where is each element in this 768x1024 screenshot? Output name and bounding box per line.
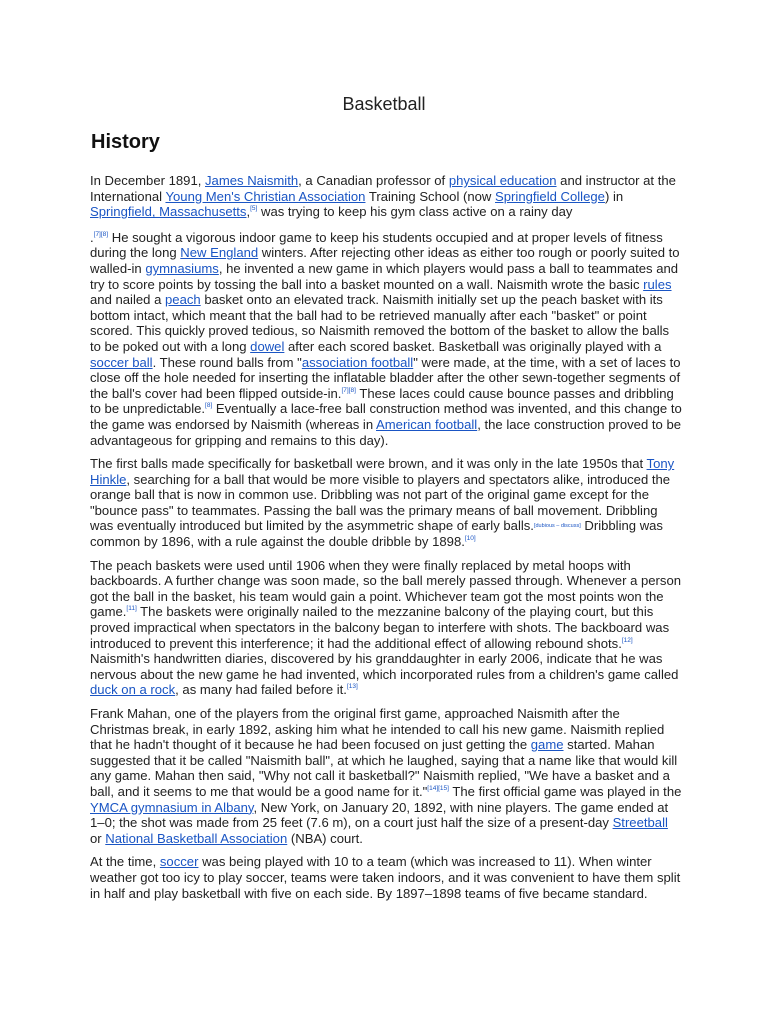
paragraph-text: was trying to keep his gym class active on a rainy day [257,204,573,220]
link-ymca-gymnasium-albany[interactable]: YMCA gymnasium in Albany [90,799,254,815]
link-peach[interactable]: peach [165,292,201,308]
citation-ref[interactable]: [7][8] [93,230,109,238]
note-dash: – [556,523,560,530]
link-rules[interactable]: rules [643,276,672,292]
paragraph-text: , [246,204,251,220]
link-tony-hinkle[interactable]: Tony Hinkle [90,456,675,487]
link-springfield-college[interactable]: Springfield College [495,188,605,204]
citation-ref[interactable]: [12] [621,636,633,644]
paragraph-text: Eventually a lace-free ball construction method was invented, and this change to the game was endorsed by Naismith (whereas in [90,401,682,432]
link-physical-education[interactable]: physical education [448,173,557,188]
paragraph-text: The peach baskets were used until 1906 when they were finally replaced by metal hoops with backboards. A further change was soon made, so the ball merely passed through. Whenever a person got the ball in the basket, his team would gain a point. Whichever team got the most points won the game. [90,557,682,620]
link-soccer[interactable]: soccer [159,854,199,870]
paragraph-text: . These round balls from " [152,354,302,370]
paragraph-text: after each scored basket. Basketball was originally played with a [284,338,662,354]
paragraph-text: The first balls made specifically for basketball were brown, and it was only in the late 1950s that [90,456,647,472]
paragraph-text: (NBA) court. [287,830,363,846]
paragraph-3 [90,456,682,550]
link-soccer-ball[interactable]: soccer ball [90,354,153,370]
paragraph-text: Frank Mahan, one of the players from the original first game, approached Naismith after the Christmas break, in early 1892, asking him what he intended to call his new game. Naismith replied that he hadn't thought of it because he had been focused on just getting the [90,706,665,753]
link-dowel[interactable]: dowel [250,338,285,354]
paragraph-text: ) in [604,188,624,204]
page-title: Basketball [342,94,426,114]
paragraph-text: basket onto an elevated track. Naismith initially set up the peach basket with its bottom intact, which meant that the ball had to be retrieved manually after each "basket" or point scored. This quickly proved tedious, so Naismith removed the bottom of the basket to allow the balls to be poked out with a long [90,292,670,354]
link-streetball[interactable]: Streetball [612,815,668,831]
citation-ref[interactable]: [8] [205,402,213,410]
paragraph-text: and nailed a [90,292,165,308]
paragraph-text: and instructor at the International [90,173,676,204]
paragraph-text: , he invented a new game in which players would pass a ball to teammates and try to score points by tossing the ball into a basket mounted on a wall. Naismith wrote the basic [90,260,679,292]
paragraph-text: Dribbling was common by 1896, with a rule against the double dribble by 1898. [90,518,663,550]
link-new-england[interactable]: New England [180,245,259,261]
dubious-note [534,523,581,529]
paragraph-1 [90,173,682,220]
paragraph-text: He sought a vigorous indoor game to keep his students occupied and at proper levels of fitness during the long [90,229,663,261]
citation-ref[interactable]: [7][8] [341,386,356,394]
paragraph-text: started. Mahan suggested that it be called "Naismith ball", at which he laughed, saying that a name like that would kill any game. Mahan then said, "Why not call it basketball?" Naismith replied, "We have a basket and a ball, and it seems to me that would be a good name for it." [90,737,678,799]
paragraph-text: Training School (now [365,188,496,204]
link-gymnasiums[interactable]: gymnasiums [145,260,219,276]
link-duck-on-a-rock[interactable]: duck on a rock [90,682,176,698]
paragraph-2 [90,230,682,448]
paragraph-text: , searching for a ball that would be more visible to players and spectators alike, introduced the orange ball that is now in common use. Dribbling was not part of the original game except for the "bounce pass" to teammates. Passing the ball was the primary means of ball movement. Dribbling was eventually introduced but limited by the asymmetric shape of early balls. [90,471,671,534]
paragraph-text: These laces could cause bounce passes and dribbling to be unpredictable. [90,385,674,417]
link-nba[interactable]: National Basketball Association [105,830,288,846]
paragraph-text: , as many had failed before it. [175,682,347,698]
paragraph-text: , the lace construction proved to be advantageous for gripping and remains to this day). [90,416,682,448]
dubious-label[interactable]: [dubious [533,523,555,530]
link-james-naismith[interactable]: James Naismith [205,173,299,188]
paragraph-text: , New York, on January 20, 1892, with nine players. The game ended at 1–0; the shot was made from 25 feet (7.6 m), on a court just half the size of a present-day [90,799,669,831]
paragraph-text: or [90,830,106,846]
paragraph-6 [90,854,682,901]
link-springfield-massachusetts[interactable]: Springfield, Massachusetts [90,204,247,220]
paragraph-text: The baskets were originally nailed to the mezzanine balcony of the playing court, but this proved impractical when spectators in the balcony began to interfere with shots. The backboard was introduced to prevent this interference; it had the additional effect of allowing rebound shots. [90,604,670,651]
discuss-link[interactable]: discuss [560,523,580,530]
link-association-football[interactable]: association football [301,354,414,370]
paragraph-text: At the time, [90,854,160,870]
citation-ref[interactable]: [11] [126,605,137,613]
section-heading-history: History [91,131,160,153]
citation-ref[interactable]: [14][15] [427,784,449,792]
paragraph-4 [90,558,682,698]
citation-ref[interactable]: [5] [250,205,258,213]
paragraph-text: " were made, at the time, with a set of laces to close off the hole needed for inserting the inflatable bladder after the other sewn-together segments of the ball's cover had been flipped outside-in. [90,354,681,401]
paragraph-text: was being played with 10 to a team (which was increased to 11). When winter weather got too icy to play soccer, teams were taken indoors, and it was convenient to have them split in half and play basketball with five on each side. By 1897–1898 teams of five became standard. [90,854,681,901]
paragraph-text: The first official game was played in the [448,783,682,799]
citation-ref[interactable]: [10] [464,535,476,543]
paragraph-text: Naismith's handwritten diaries, discovered by his granddaughter in early 2006, indicate that he was nervous about the new game he had invented, which incorporated rules from a children's game called [90,651,679,682]
citation-ref[interactable]: [13] [346,683,358,691]
article-body [90,173,682,901]
paragraph-text: . [90,229,94,245]
link-american-football[interactable]: American football [376,416,478,432]
paragraph-text: , a Canadian professor of [298,173,449,188]
paragraph-5 [90,706,682,846]
paragraph-text: In December 1891, [90,173,205,188]
paragraph-text: winters. After rejecting other ideas as either too rough or poorly suited to walled-in [90,245,680,276]
link-game[interactable]: game [530,737,564,753]
link-ymca[interactable]: Young Men's Christian Association [165,188,366,204]
note-bracket: ] [579,523,581,530]
